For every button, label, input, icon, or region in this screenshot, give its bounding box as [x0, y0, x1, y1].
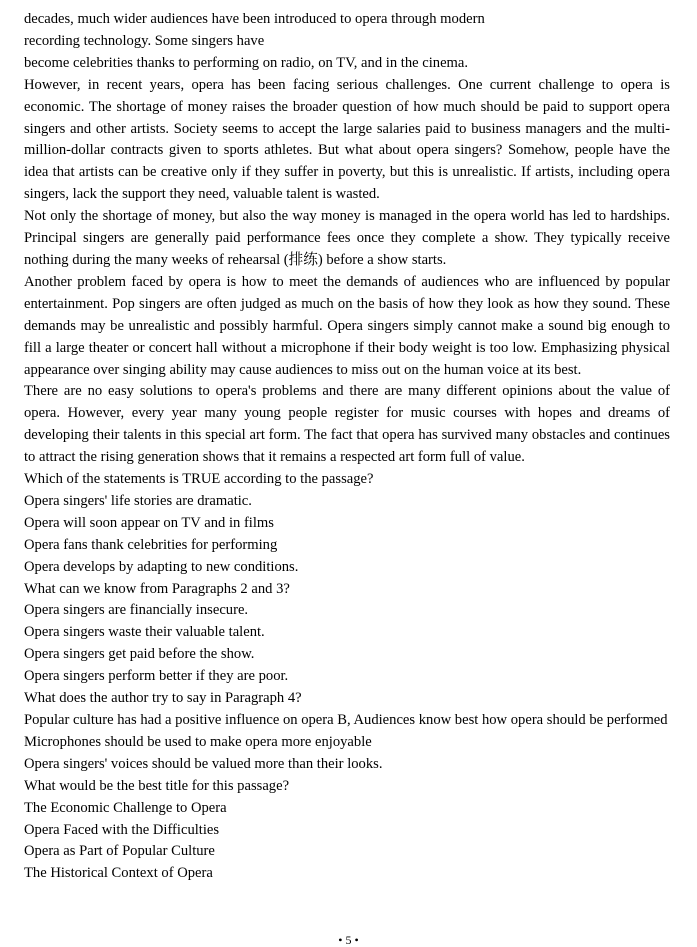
question-block: [24, 688, 670, 776]
answer-option: Opera singers' life stories are dramatic.: [24, 492, 252, 509]
question-text: Which of the statements is TRUE according to the passage?: [24, 471, 374, 488]
answer-option: Opera singers waste their valuable talent.: [24, 624, 265, 641]
question-text: What does the author try to say in Paragraph 4?: [24, 690, 302, 707]
answer-option: Popular culture has had a positive influence on opera B, Audiences know best how opera should be performed: [24, 712, 668, 728]
answer-option: The Economic Challenge to Opera: [24, 799, 227, 816]
paragraph-economic-challenge: However, in recent years, opera has been facing serious challenges. One current challenge to opera is economic. The shortage of money raises the broader question of how much should be paid to support opera singers and other artists. Society seems to accept the large salaries paid to business managers and the multi-million-dollar contracts given to sports athletes. But what about opera singers? Somehow, people have the idea that artists can be creative only if they suffer in poverty, but this is unrealistic. If artists, including opera singers, lack the support they need, valuable talent is wasted.: [24, 76, 670, 203]
paragraph-conclusion: There are no easy solutions to opera's problems and there are many different opinions about the value of opera. However, every year many young people register for music courses with hopes and dreams of developing their talents in this special art form. The fact that opera has survived many obstacles and continues to attract the rising generation shows that it remains a respected art form full of value.: [24, 383, 670, 466]
answer-option: Opera singers perform better if they are poor.: [24, 668, 289, 685]
answer-option: Opera singers' voices should be valued more than their looks.: [24, 755, 383, 772]
intro-line: recording technology. Some singers have: [24, 32, 265, 49]
answer-option: Opera singers are financially insecure.: [24, 602, 249, 619]
answer-option: Opera Faced with the Difficulties: [24, 821, 220, 838]
question-block: [24, 469, 670, 579]
answer-option: The Historical Context of Opera: [24, 865, 213, 882]
question-text: What would be the best title for this passage?: [24, 777, 290, 794]
answer-option: Opera singers get paid before the show.: [24, 646, 255, 663]
paragraph-money-management: Not only the shortage of money, but also the way money is managed in the opera world has led to hardships. Principal singers are generally paid performance fees once they complete a show. They typically receive nothing during the many weeks of rehearsal (排练) before a show starts.: [24, 208, 670, 268]
page-number: • 5 •: [338, 933, 359, 947]
answer-option: Opera develops by adapting to new conditions.: [24, 558, 299, 575]
answer-option: Microphones should be used to make opera more enjoyable: [24, 733, 372, 750]
document-page: [24, 9, 670, 885]
paragraph-audience-demands: Another problem faced by opera is how to meet the demands of audiences who are influenced by popular entertainment. Pop singers are often judged as much on the basis of how they look as how they sound. These demands may be unrealistic and possibly harmful. Opera singers simply cannot make a sound big enough to fill a large theater or concert hall without a microphone if their body weight is too low. Emphasizing physical appearance over singing ability may cause audiences to miss out on the human voice at its best.: [24, 273, 670, 378]
answer-option: Opera as Part of Popular Culture: [24, 843, 215, 860]
intro-line: decades, much wider audiences have been introduced to opera through modern: [24, 11, 485, 27]
intro-line: become celebrities thanks to performing on radio, on TV, and in the cinema.: [24, 54, 469, 71]
question-block: [24, 579, 670, 689]
answer-option: Opera will soon appear on TV and in films: [24, 514, 274, 531]
answer-option: Opera fans thank celebrities for performing: [24, 536, 278, 553]
question-block: [24, 776, 670, 886]
question-text: What can we know from Paragraphs 2 and 3?: [24, 580, 290, 597]
